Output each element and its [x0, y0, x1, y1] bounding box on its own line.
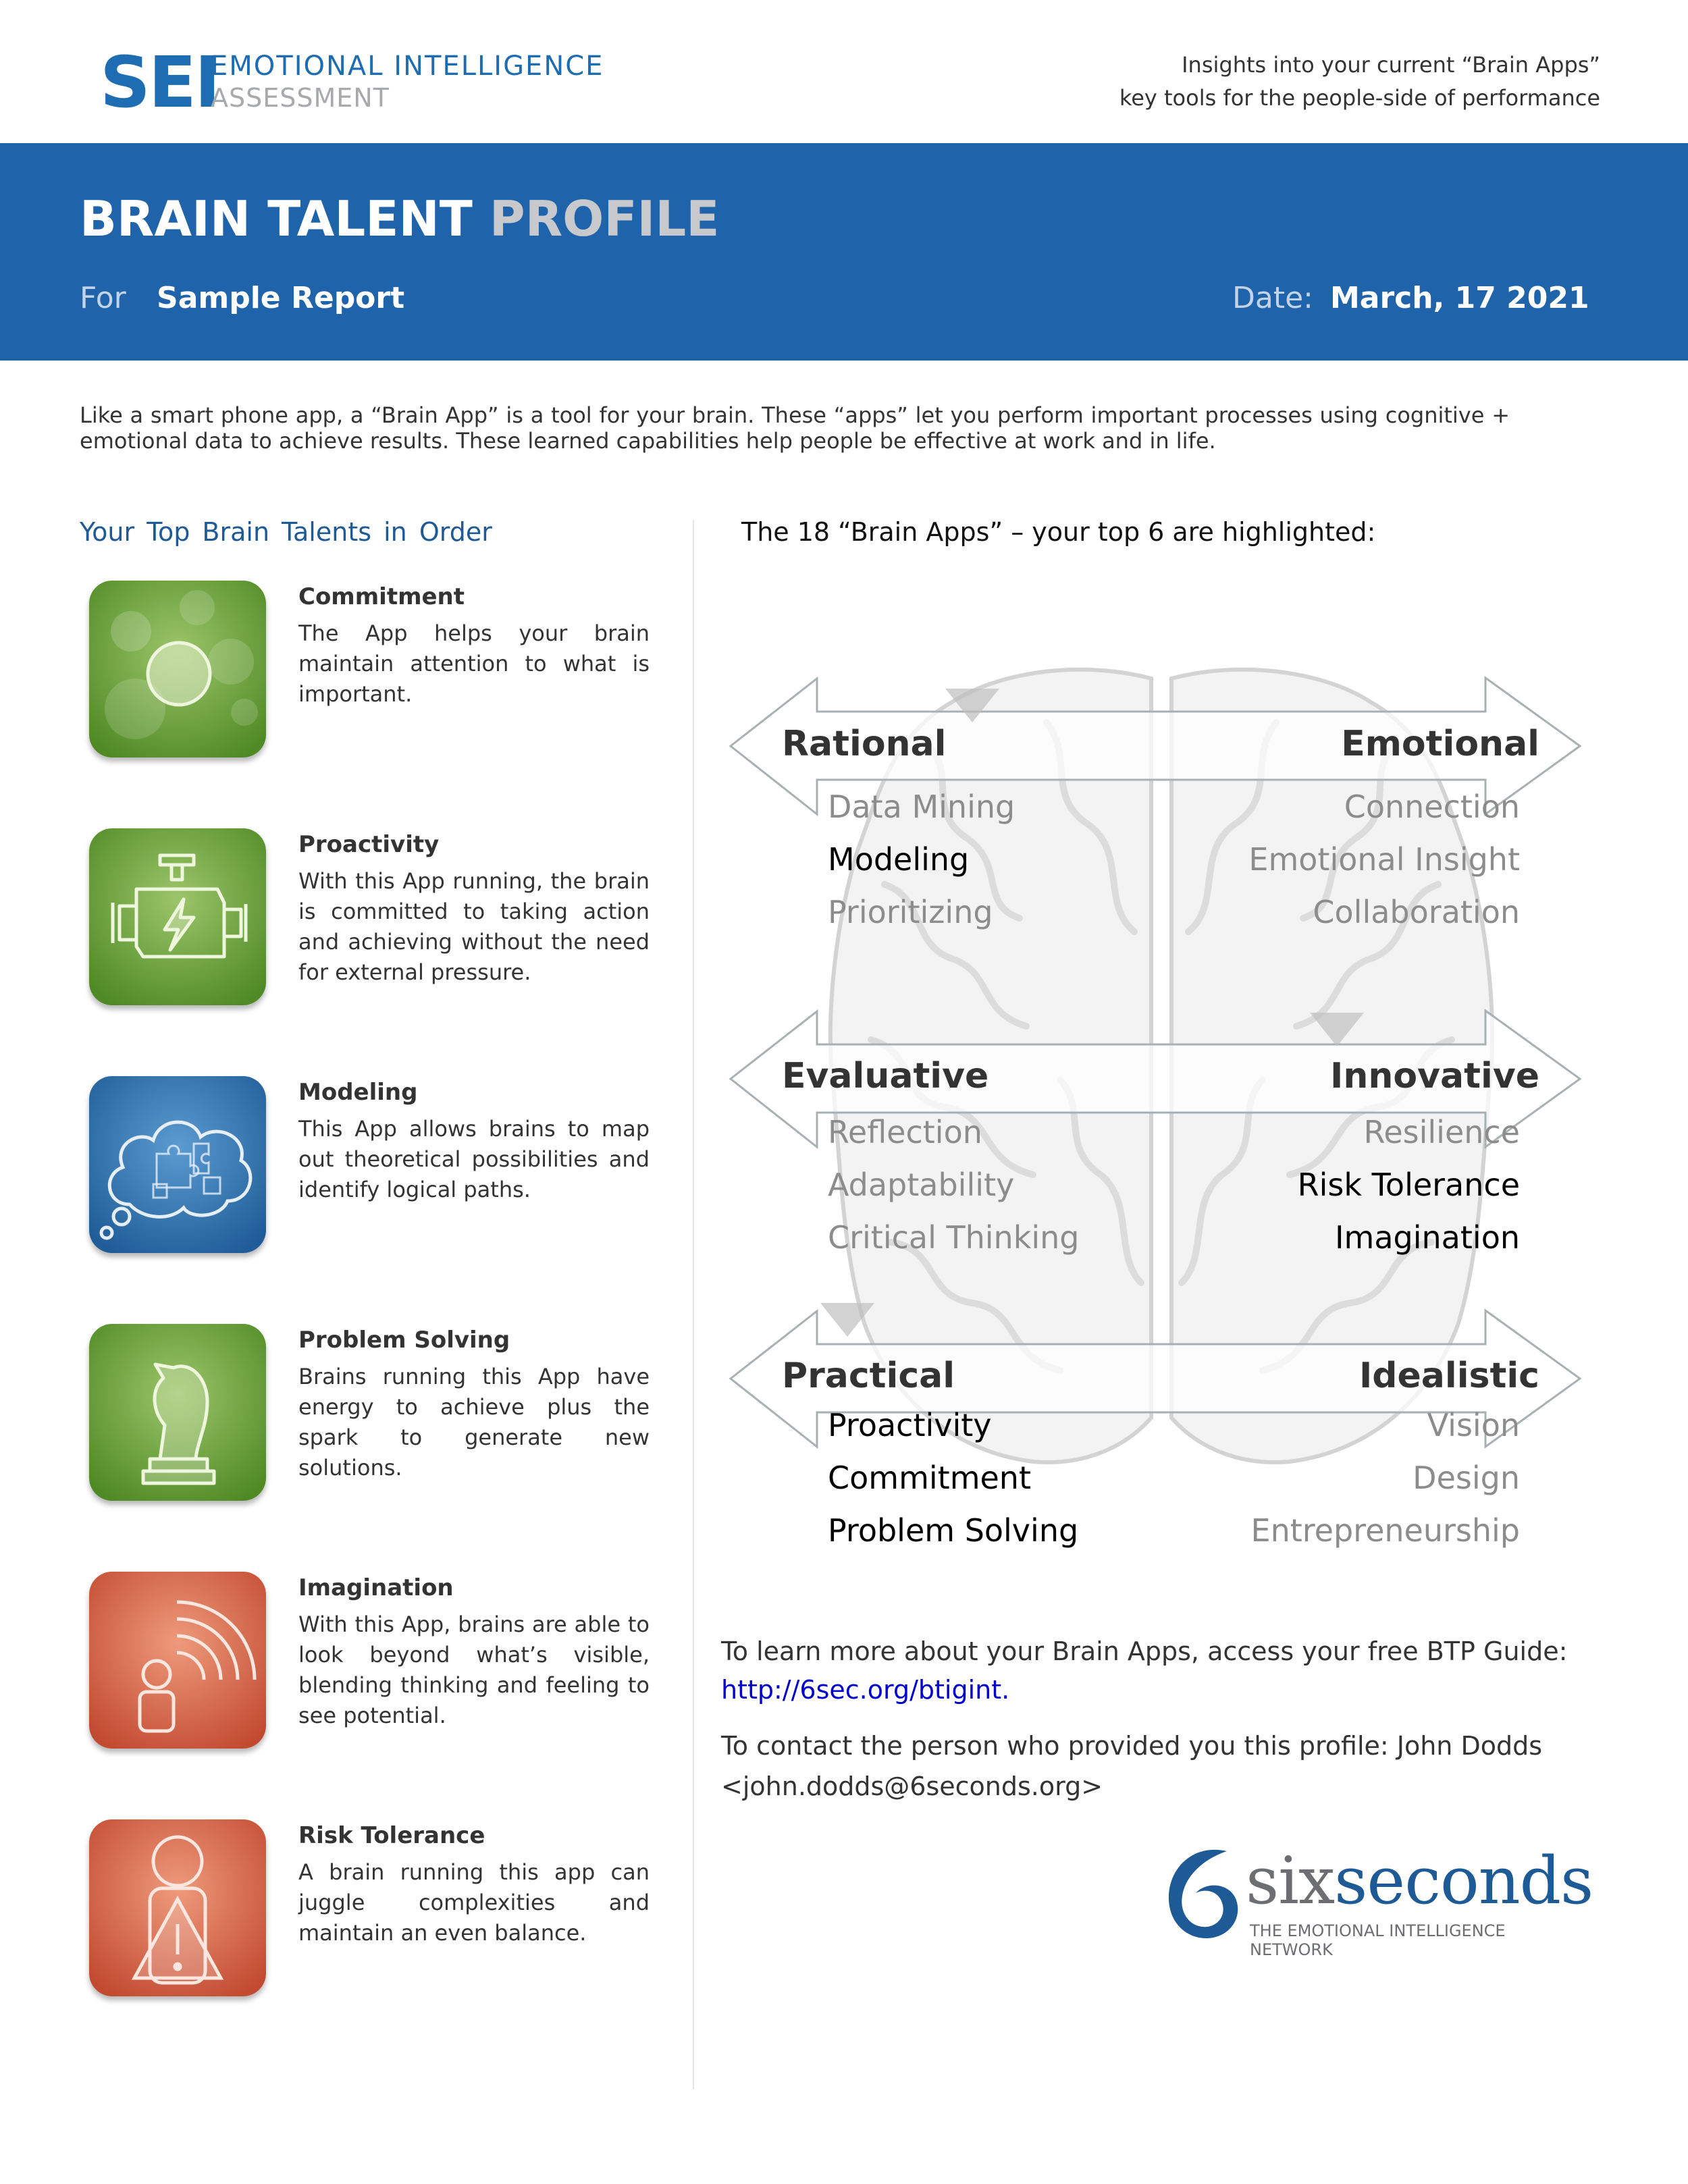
- app-imagination: Imagination: [1334, 1219, 1520, 1256]
- sixseconds-subtitle: THE EMOTIONAL INTELLIGENCE NETWORK: [1250, 1921, 1506, 1959]
- logo-line-1: EMOTIONAL INTELLIGENCE: [211, 51, 604, 82]
- page-title: [80, 190, 720, 247]
- app-commitment: Commitment: [828, 1460, 1031, 1496]
- app-risk-tolerance: Risk Tolerance: [1297, 1167, 1520, 1203]
- category-rational: Rational: [782, 724, 947, 764]
- talent-item-proactivity: [89, 828, 656, 1011]
- brain-apps-diagram: [722, 662, 1600, 1566]
- app-proactivity: Proactivity: [828, 1407, 992, 1443]
- app-emotional-insight: Emotional Insight: [1248, 841, 1520, 878]
- person-warning-icon: [89, 1819, 266, 1996]
- talent-name: Commitment: [298, 583, 465, 610]
- category-innovative: Innovative: [1330, 1056, 1539, 1096]
- sei-logo-mark: SEI: [100, 41, 219, 124]
- engine-icon: [89, 828, 266, 1005]
- brain-apps-heading: The 18 “Brain Apps” – your top 6 are highlighted:: [741, 517, 1376, 547]
- app-resilience: Resilience: [1363, 1114, 1520, 1150]
- title-banner: [0, 143, 1688, 361]
- learn-more-text: To learn more about your Brain Apps, access your free BTP Guide:: [721, 1636, 1568, 1666]
- contact-email[interactable]: <john.dodds@6seconds.org>: [721, 1772, 1103, 1801]
- app-reflection: Reflection: [828, 1114, 982, 1150]
- app-critical-thinking: Critical Thinking: [828, 1219, 1080, 1256]
- talent-description: The App helps your brain maintain attention to what is important.: [298, 620, 650, 707]
- talent-name: Modeling: [298, 1079, 418, 1106]
- app-collaboration: Collaboration: [1313, 894, 1520, 930]
- app-problem-solving: Problem Solving: [828, 1512, 1079, 1549]
- talent-item-risk-tolerance: [89, 1819, 656, 2002]
- app-vision: Vision: [1427, 1407, 1520, 1443]
- column-divider: [693, 520, 694, 2089]
- contact-text: [721, 1726, 1599, 1807]
- header-tagline: [1119, 49, 1600, 115]
- talent-item-imagination: [89, 1572, 656, 1754]
- report-date: March, 17 2021: [1330, 281, 1589, 315]
- app-data-mining: Data Mining: [828, 789, 1016, 825]
- report-name: Sample Report: [157, 281, 405, 315]
- talent-description: With this App running, the brain is committed to taking action and achieving without the need for external pressure.: [298, 868, 650, 985]
- date-label: Date:: [1232, 281, 1313, 315]
- app-modeling: Modeling: [828, 841, 970, 878]
- category-evaluative: Evaluative: [782, 1056, 989, 1096]
- contact-line-1: To contact the person who provided you this profile: John Dodds: [721, 1731, 1543, 1761]
- chess-knight-icon: [89, 1324, 266, 1501]
- category-practical: Practical: [782, 1356, 955, 1396]
- sixseconds-wordmark: [1246, 1843, 1593, 1919]
- bubbles-icon: [89, 581, 266, 757]
- talent-description: A brain running this app can juggle complexities and maintain an even balance.: [298, 1859, 650, 1946]
- talent-name: Risk Tolerance: [298, 1822, 485, 1849]
- app-connection: Connection: [1344, 789, 1520, 825]
- talent-description: This App allows brains to map out theoretical possibilities and identify logical paths.: [298, 1116, 650, 1202]
- title-accent: PROFILE: [489, 190, 720, 247]
- for-label: For: [80, 281, 126, 315]
- tagline-line-2: key tools for the people-side of performance: [1119, 85, 1600, 111]
- person-signal-icon: [89, 1572, 266, 1749]
- logo-line-2: ASSESSMENT: [211, 83, 390, 113]
- app-adaptability: Adaptability: [828, 1167, 1015, 1203]
- talent-item-modeling: [89, 1076, 656, 1258]
- title-main: BRAIN TALENT: [80, 190, 473, 247]
- talent-name: Proactivity: [298, 831, 440, 858]
- wordmark-six: six: [1246, 1843, 1335, 1919]
- talent-name: Imagination: [298, 1574, 454, 1601]
- sixseconds-swirl-icon: [1165, 1843, 1246, 1944]
- app-entrepreneurship: Entrepreneurship: [1250, 1512, 1520, 1549]
- talent-item-problem-solving: [89, 1324, 656, 1506]
- talent-item-commitment: [89, 581, 656, 763]
- app-prioritizing: Prioritizing: [828, 894, 993, 930]
- category-emotional: Emotional: [1341, 724, 1539, 764]
- wordmark-seconds: seconds: [1334, 1843, 1593, 1919]
- talent-description: With this App, brains are able to look beyond what’s visible, blending thinking and feeling to see potential.: [298, 1612, 650, 1728]
- btp-guide-link[interactable]: http://6sec.org/btigint.: [721, 1675, 1010, 1705]
- top-talents-heading: Your Top Brain Talents in Order: [80, 517, 492, 547]
- puzzle-cloud-icon: [89, 1076, 266, 1253]
- talent-description: Brains running this App have energy to achieve plus the spark to generate new solutions.: [298, 1364, 650, 1481]
- talent-name: Problem Solving: [298, 1327, 510, 1354]
- tagline-line-1: Insights into your current “Brain Apps”: [1182, 52, 1600, 78]
- intro-paragraph: Like a smart phone app, a “Brain App” is a tool for your brain. These “apps” let you perform important processes using cognitive + emotional data to achieve results. These learned capabilities help people be effective at work and in life.: [80, 402, 1510, 454]
- sixseconds-logo: [1165, 1843, 1593, 1959]
- category-idealistic: Idealistic: [1359, 1356, 1539, 1396]
- app-design: Design: [1413, 1460, 1520, 1496]
